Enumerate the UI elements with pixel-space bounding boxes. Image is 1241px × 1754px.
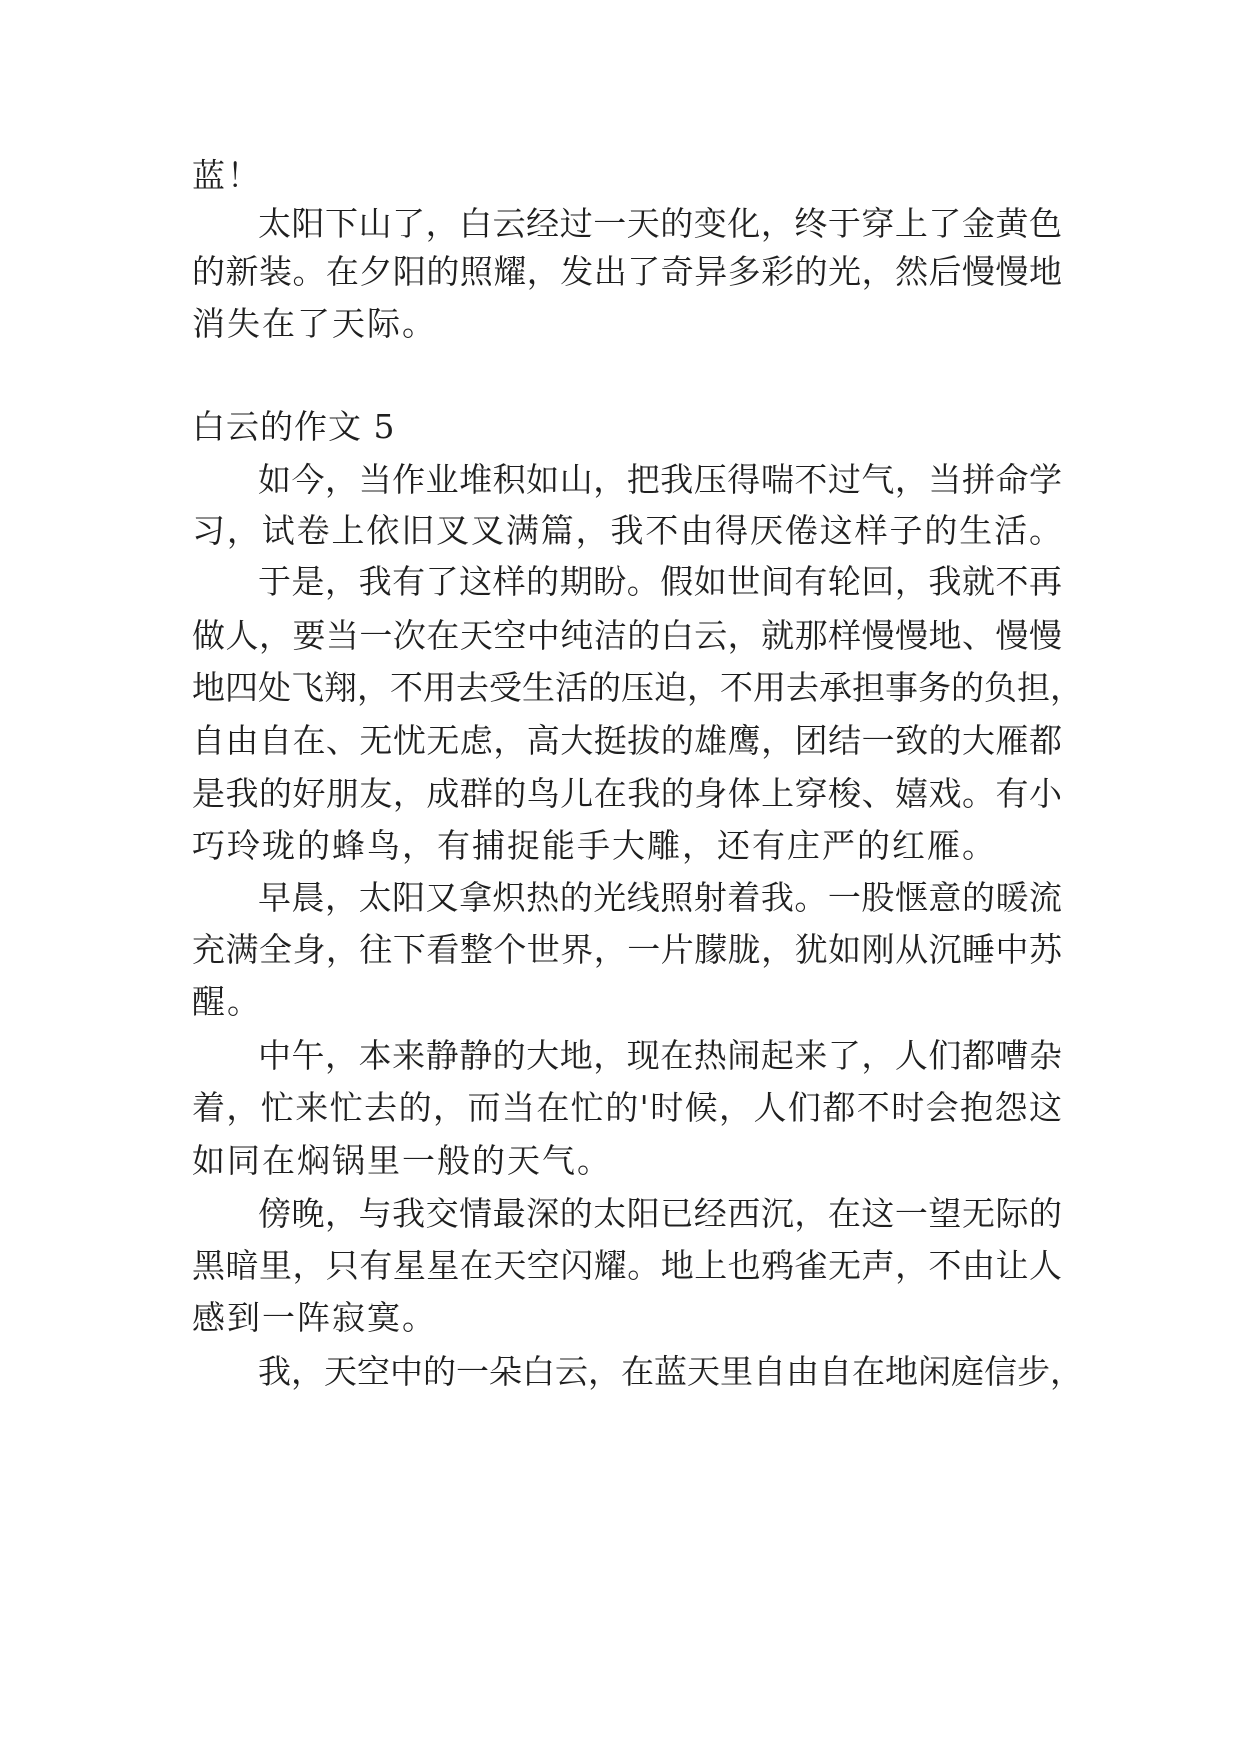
paragraph-line: 于是，我有了这样的期盼。假如世间有轮回，我就不再 <box>258 562 1062 601</box>
paragraph-line: 着，忙来忙去的，而当在忙的'时候，人们都不时会抱怨这 <box>192 1088 1062 1127</box>
paragraph-line: 太阳下山了，白云经过一天的变化，终于穿上了金黄色 <box>258 204 1062 243</box>
paragraph-line: 地四处飞翔，不用去受生活的压迫，不用去承担事务的负担， <box>192 668 1083 707</box>
paragraph-line: 如今，当作业堆积如山，把我压得喘不过气，当拼命学 <box>258 460 1062 499</box>
paragraph-line: 习，试卷上依旧叉叉满篇，我不由得厌倦这样子的生活。 <box>192 511 1062 550</box>
paragraph-line: 巧玲珑的蜂鸟，有捕捉能手大雕，还有庄严的红雁。 <box>192 826 997 865</box>
paragraph-line: 黑暗里，只有星星在天空闪耀。地上也鸦雀无声，不由让人 <box>192 1246 1062 1285</box>
paragraph-line: 消失在了天际。 <box>192 304 437 343</box>
essay-title: 白云的作文 5 <box>192 407 396 446</box>
paragraph-line: 充满全身，往下看整个世界，一片朦胧，犹如刚从沉睡中苏 <box>192 930 1062 969</box>
paragraph-line: 我，天空中的一朵白云，在蓝天里自由自在地闲庭信步， <box>258 1352 1083 1391</box>
paragraph-line: 傍晚，与我交情最深的太阳已经西沉，在这一望无际的 <box>258 1194 1062 1233</box>
paragraph-line: 感到一阵寂寞。 <box>192 1298 437 1337</box>
paragraph-line: 自由自在、无忧无虑，高大挺拔的雄鹰，团结一致的大雁都 <box>192 721 1062 760</box>
paragraph-line: 如同在焖锅里一般的天气。 <box>192 1141 612 1180</box>
paragraph-line: 中午，本来静静的大地，现在热闹起来了，人们都嘈杂 <box>258 1036 1062 1075</box>
paragraph-line: 做人，要当一次在天空中纯洁的白云，就那样慢慢地、慢慢 <box>192 616 1062 655</box>
paragraph-line: 的新装。在夕阳的照耀，发出了奇异多彩的光，然后慢慢地 <box>192 252 1062 291</box>
continuation-line: 蓝！ <box>192 156 262 195</box>
paragraph-line: 是我的好朋友，成群的鸟儿在我的身体上穿梭、嬉戏。有小 <box>192 774 1062 813</box>
paragraph-line: 醒。 <box>192 982 262 1021</box>
paragraph-line: 早晨，太阳又拿炽热的光线照射着我。一股惬意的暖流 <box>258 878 1062 917</box>
